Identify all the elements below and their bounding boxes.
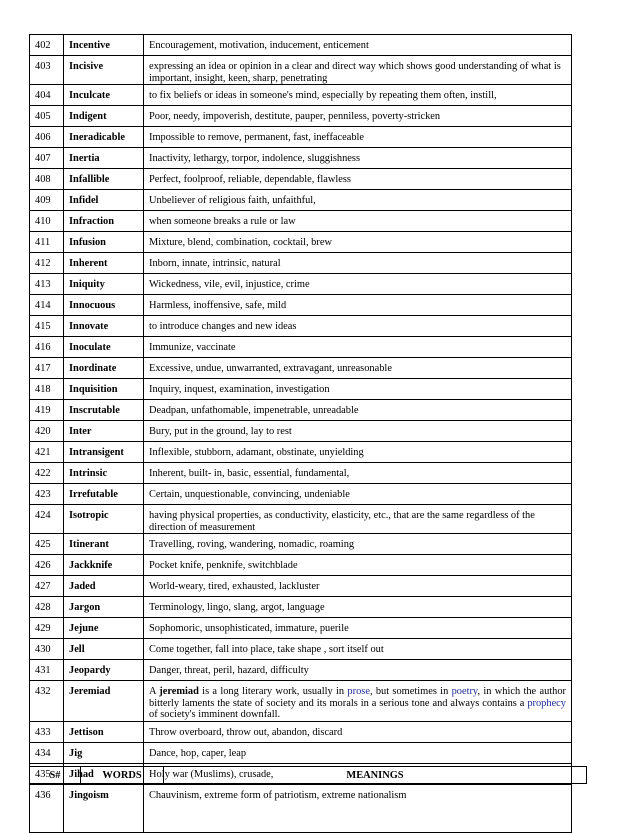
row-meaning: Terminology, lingo, slang, argot, language <box>144 597 572 618</box>
meaning-term: jeremiad <box>159 686 199 697</box>
row-number: 418 <box>30 379 64 400</box>
row-meaning: Unbeliever of religious faith, unfaithful, <box>144 190 572 211</box>
row-meaning: Encouragement, motivation, inducement, enticement <box>144 35 572 56</box>
row-number: 413 <box>30 274 64 295</box>
row-word: Itinerant <box>64 534 144 555</box>
row-meaning: Pocket knife, penknife, switchblade <box>144 555 572 576</box>
row-word: Irrefutable <box>64 484 144 505</box>
table-row <box>30 274 572 295</box>
vocabulary-table <box>29 34 572 833</box>
row-meaning: Immunize, vaccinate <box>144 337 572 358</box>
table-row <box>30 555 572 576</box>
poetry-link[interactable]: poetry <box>451 686 478 697</box>
row-number: 425 <box>30 534 64 555</box>
row-word: Jingoism <box>64 784 144 832</box>
table-row <box>30 463 572 484</box>
row-number: 407 <box>30 148 64 169</box>
row-number: 412 <box>30 253 64 274</box>
row-number: 409 <box>30 190 64 211</box>
row-meaning: to fix beliefs or ideas in someone's mind, especially by repeating them often, instill, <box>144 85 572 106</box>
row-meaning: when someone breaks a rule or law <box>144 211 572 232</box>
table-row <box>30 597 572 618</box>
row-number: 424 <box>30 505 64 534</box>
row-word: Infraction <box>64 211 144 232</box>
table-row-jeremiad <box>30 681 572 722</box>
row-word: Jackknife <box>64 555 144 576</box>
row-word: Jaded <box>64 576 144 597</box>
row-meaning: Inactivity, lethargy, torpor, indolence, sluggishness <box>144 148 572 169</box>
row-word: Infidel <box>64 190 144 211</box>
table-row <box>30 211 572 232</box>
meaning-text: is a long literary work, usually in <box>198 686 348 697</box>
row-word: Ineradicable <box>64 127 144 148</box>
table-row <box>30 400 572 421</box>
table-row <box>30 534 572 555</box>
row-word: Jell <box>64 639 144 660</box>
row-number: 426 <box>30 555 64 576</box>
row-meaning: to introduce changes and new ideas <box>144 316 572 337</box>
row-word: Intrinsic <box>64 463 144 484</box>
row-word: Jargon <box>64 597 144 618</box>
row-word: Infallible <box>64 169 144 190</box>
row-number: 417 <box>30 358 64 379</box>
table-row <box>30 253 572 274</box>
table-row <box>30 316 572 337</box>
row-number: 410 <box>30 211 64 232</box>
table-row <box>30 742 572 763</box>
row-word: Isotropic <box>64 505 144 534</box>
row-number: 420 <box>30 421 64 442</box>
row-meaning: Harmless, inoffensive, safe, mild <box>144 295 572 316</box>
row-meaning: Inborn, innate, intrinsic, natural <box>144 253 572 274</box>
table-row <box>30 421 572 442</box>
row-word: Indigent <box>64 106 144 127</box>
meaning-text: , but sometimes in <box>369 686 452 697</box>
table-row <box>30 721 572 742</box>
words-header: WORDS <box>81 767 164 784</box>
column-header-row <box>29 766 587 784</box>
row-meaning: Impossible to remove, permanent, fast, ineffaceable <box>144 127 572 148</box>
table-row <box>30 35 572 56</box>
row-number: 436 <box>30 784 64 832</box>
row-meaning: Perfect, foolproof, reliable, dependable, flawless <box>144 169 572 190</box>
row-word: Intransigent <box>64 442 144 463</box>
row-meaning: Dance, hop, caper, leap <box>144 742 572 763</box>
row-number: 405 <box>30 106 64 127</box>
table-row <box>30 484 572 505</box>
row-number: 404 <box>30 85 64 106</box>
row-meaning: Bury, put in the ground, lay to rest <box>144 421 572 442</box>
row-meaning: Inherent, built- in, basic, essential, fundamental, <box>144 463 572 484</box>
row-word: Jeremiad <box>64 681 144 722</box>
table-row <box>30 639 572 660</box>
row-number: 406 <box>30 127 64 148</box>
row-number: 421 <box>30 442 64 463</box>
row-meaning: having physical properties, as conductivity, elasticity, etc., that are the same regardless of the direction of measurement <box>144 505 572 534</box>
table-row <box>30 232 572 253</box>
row-number: 427 <box>30 576 64 597</box>
table-row <box>30 576 572 597</box>
row-number: 408 <box>30 169 64 190</box>
row-meaning <box>144 681 572 722</box>
row-meaning: Holy war (Muslims), crusade, <box>144 763 572 784</box>
row-meaning: Poor, needy, impoverish, destitute, pauper, penniless, poverty-stricken <box>144 106 572 127</box>
table-row <box>30 660 572 681</box>
row-word: Jihad <box>64 763 144 784</box>
row-meaning: Certain, unquestionable, convincing, undeniable <box>144 484 572 505</box>
row-word: Jeopardy <box>64 660 144 681</box>
row-meaning: Mixture, blend, combination, cocktail, brew <box>144 232 572 253</box>
table-row <box>30 618 572 639</box>
table-row <box>30 379 572 400</box>
row-number: 419 <box>30 400 64 421</box>
meaning-text: of society's imminent downfall. <box>149 709 281 720</box>
row-word: Inculcate <box>64 85 144 106</box>
table-row <box>30 148 572 169</box>
prose-link[interactable]: prose <box>347 686 370 697</box>
row-number: 435 <box>30 763 64 784</box>
meanings-header: MEANINGS <box>164 767 587 784</box>
serial-number-header: S# <box>30 767 81 784</box>
table-row <box>30 106 572 127</box>
row-meaning: Travelling, roving, wandering, nomadic, roaming <box>144 534 572 555</box>
row-number: 430 <box>30 639 64 660</box>
row-number: 403 <box>30 56 64 85</box>
row-word: Inoculate <box>64 337 144 358</box>
row-word: Inertia <box>64 148 144 169</box>
row-number: 429 <box>30 618 64 639</box>
row-number: 415 <box>30 316 64 337</box>
row-meaning: Deadpan, unfathomable, impenetrable, unreadable <box>144 400 572 421</box>
row-word: Innovate <box>64 316 144 337</box>
row-meaning: Throw overboard, throw out, abandon, discard <box>144 721 572 742</box>
meaning-text: , in which the author bitterly laments the state of society and its morals in a serious tone and always contains a <box>149 686 567 709</box>
row-word: Jejune <box>64 618 144 639</box>
row-word: Inquisition <box>64 379 144 400</box>
row-word: Inscrutable <box>64 400 144 421</box>
row-word: Innocuous <box>64 295 144 316</box>
table-row <box>30 505 572 534</box>
table-row <box>30 190 572 211</box>
row-meaning: Danger, threat, peril, hazard, difficulty <box>144 660 572 681</box>
row-number: 414 <box>30 295 64 316</box>
row-number: 423 <box>30 484 64 505</box>
row-meaning: Excessive, undue, unwarranted, extravagant, unreasonable <box>144 358 572 379</box>
row-meaning: Inquiry, inquest, examination, investigation <box>144 379 572 400</box>
row-number: 422 <box>30 463 64 484</box>
table-row <box>30 358 572 379</box>
row-word: Incentive <box>64 35 144 56</box>
row-meaning: Chauvinism, extreme form of patriotism, extreme nationalism <box>144 784 572 832</box>
row-meaning: Sophomoric, unsophisticated, immature, puerile <box>144 618 572 639</box>
row-word: Jettison <box>64 721 144 742</box>
row-number: 433 <box>30 721 64 742</box>
row-number: 416 <box>30 337 64 358</box>
row-number: 431 <box>30 660 64 681</box>
row-number: 428 <box>30 597 64 618</box>
prophecy-link[interactable]: prophecy <box>527 697 566 709</box>
table-row <box>30 295 572 316</box>
meaning-text: A <box>149 686 160 697</box>
table-row <box>30 442 572 463</box>
row-word: Inordinate <box>64 358 144 379</box>
row-word: Incisive <box>64 56 144 85</box>
table-row <box>30 169 572 190</box>
table-row <box>30 337 572 358</box>
table-row <box>30 85 572 106</box>
row-word: Inter <box>64 421 144 442</box>
row-number: 402 <box>30 35 64 56</box>
row-word: Iniquity <box>64 274 144 295</box>
row-word: Inherent <box>64 253 144 274</box>
row-meaning: expressing an idea or opinion in a clear and direct way which shows good understanding of what is important, insight, keen, sharp, penetrating <box>144 56 572 85</box>
table-row <box>30 784 572 832</box>
row-word: Jig <box>64 742 144 763</box>
row-number: 434 <box>30 742 64 763</box>
row-word: Infusion <box>64 232 144 253</box>
row-number: 432 <box>30 681 64 722</box>
table-row <box>30 56 572 85</box>
row-meaning: World-weary, tired, exhausted, lackluster <box>144 576 572 597</box>
row-meaning: Wickedness, vile, evil, injustice, crime <box>144 274 572 295</box>
row-meaning: Inflexible, stubborn, adamant, obstinate, unyielding <box>144 442 572 463</box>
table-row <box>30 127 572 148</box>
row-meaning: Come together, fall into place, take shape , sort itself out <box>144 639 572 660</box>
row-number: 411 <box>30 232 64 253</box>
